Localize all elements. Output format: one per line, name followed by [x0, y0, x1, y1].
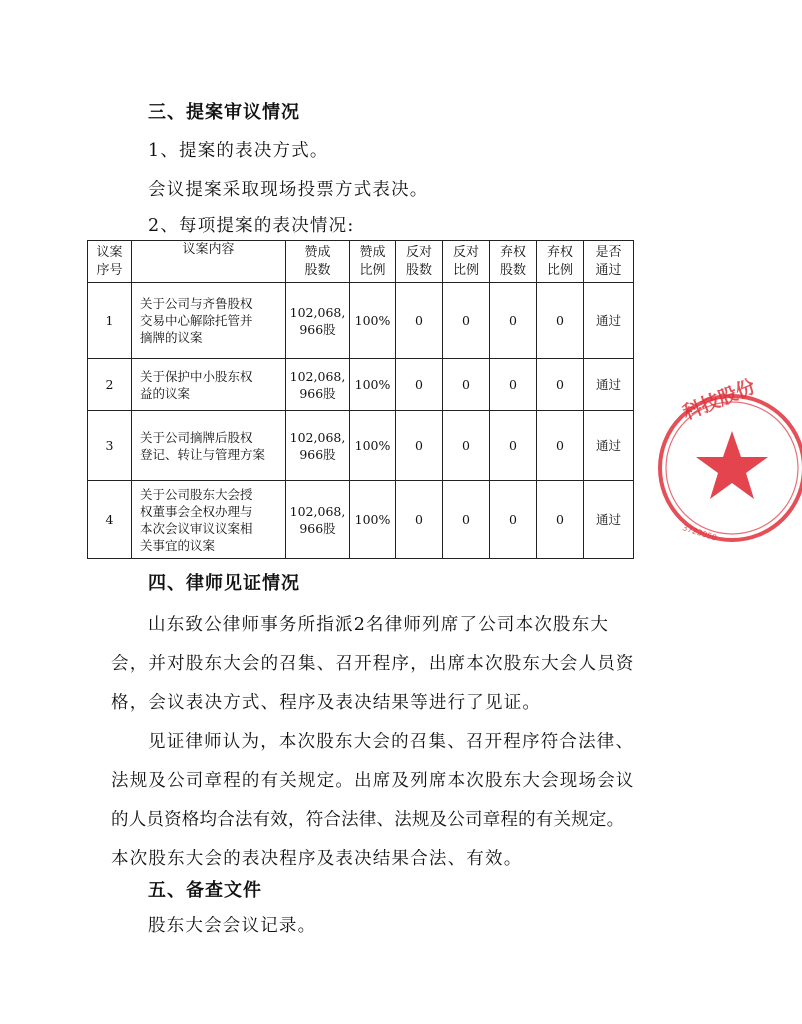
row-number: 4	[88, 481, 132, 559]
for-ratio: 100%	[350, 359, 396, 411]
against-ratio: 0	[443, 481, 490, 559]
abstain-ratio: 0	[537, 481, 584, 559]
row-number: 3	[88, 411, 132, 481]
for-ratio: 100%	[350, 411, 396, 481]
header-cell: 弃权 股数	[490, 241, 537, 283]
header-cell: 议案内容	[132, 241, 286, 283]
opinion-paragraph-line: 见证律师认为，本次股东大会的召集、召开程序符合法律、	[148, 732, 635, 752]
abstain-shares: 0	[490, 359, 537, 411]
table-row	[88, 411, 634, 481]
abstain-shares: 0	[490, 283, 537, 359]
row-number: 1	[88, 283, 132, 359]
for-ratio: 100%	[350, 283, 396, 359]
header-cell: 反对 股数	[396, 241, 443, 283]
against-ratio: 0	[443, 283, 490, 359]
against-ratio: 0	[443, 411, 490, 481]
table-header-row	[88, 241, 634, 283]
proposal-content: 关于公司与齐鲁股权 交易中心解除托管并 摘牌的议案	[132, 283, 286, 359]
table-row	[88, 359, 634, 411]
abstain-ratio: 0	[537, 283, 584, 359]
proposal-method-text: 会议提案采取现场投票方式表决。	[148, 180, 429, 200]
passed-status: 通过	[584, 411, 634, 481]
section-heading-proposals: 三、提案审议情况	[148, 102, 300, 123]
header-cell: 赞成 比例	[350, 241, 396, 283]
seal-number: 3723050	[681, 523, 718, 543]
against-shares: 0	[396, 283, 443, 359]
for-shares: 102,068, 966股	[286, 359, 350, 411]
against-ratio: 0	[443, 359, 490, 411]
lawyer-paragraph-line: 会，并对股东大会的召集、召开程序，出席本次股东大会人员资	[111, 654, 635, 674]
opinion-paragraph-line: 的人员资格均合法有效，符合法律、法规及公司章程的有关规定。	[111, 810, 625, 830]
proposal-content: 关于公司股东大会授 权董事会全权办理与 本次会议审议议案相 关事宜的议案	[132, 481, 286, 559]
header-cell: 是否 通过	[584, 241, 634, 283]
lawyer-paragraph-line: 山东致公律师事务所指派2名律师列席了公司本次股东大	[148, 615, 610, 635]
abstain-shares: 0	[490, 481, 537, 559]
abstain-ratio: 0	[537, 411, 584, 481]
abstain-ratio: 0	[537, 359, 584, 411]
proposal-content: 关于公司摘牌后股权 登记、转让与管理方案	[132, 411, 286, 481]
against-shares: 0	[396, 481, 443, 559]
against-shares: 0	[396, 359, 443, 411]
table-row	[88, 283, 634, 359]
header-cell: 反对 比例	[443, 241, 490, 283]
for-ratio: 100%	[350, 481, 396, 559]
for-shares: 102,068, 966股	[286, 481, 350, 559]
company-seal-icon	[652, 375, 802, 553]
table-row	[88, 481, 634, 559]
passed-status: 通过	[584, 359, 634, 411]
abstain-shares: 0	[490, 411, 537, 481]
section-heading-reference: 五、备查文件	[148, 880, 262, 901]
for-shares: 102,068, 966股	[286, 411, 350, 481]
for-shares: 102,068, 966股	[286, 283, 350, 359]
header-cell: 弃权 比例	[537, 241, 584, 283]
lawyer-paragraph-line: 格，会议表决方式、程序及表决结果等进行了见证。	[111, 693, 542, 713]
proposal-method-item: 1、提案的表决方式。	[148, 141, 329, 161]
voting-results-table	[87, 240, 634, 559]
against-shares: 0	[396, 411, 443, 481]
passed-status: 通过	[584, 283, 634, 359]
header-cell: 议案 序号	[88, 241, 132, 283]
section-heading-lawyer: 四、律师见证情况	[148, 573, 300, 594]
proposal-content: 关于保护中小股东权 益的议案	[132, 359, 286, 411]
header-cell: 赞成 股数	[286, 241, 350, 283]
reference-document-text: 股东大会会议记录。	[148, 916, 317, 936]
passed-status: 通过	[584, 481, 634, 559]
opinion-paragraph-line: 本次股东大会的表决程序及表决结果合法、有效。	[111, 849, 523, 869]
proposal-results-item: 2、每项提案的表决情况:	[148, 216, 355, 236]
opinion-paragraph-line: 法规及公司章程的有关规定。出席及列席本次股东大会现场会议	[111, 771, 635, 791]
row-number: 2	[88, 359, 132, 411]
seal-text: 科技股份	[679, 375, 759, 425]
